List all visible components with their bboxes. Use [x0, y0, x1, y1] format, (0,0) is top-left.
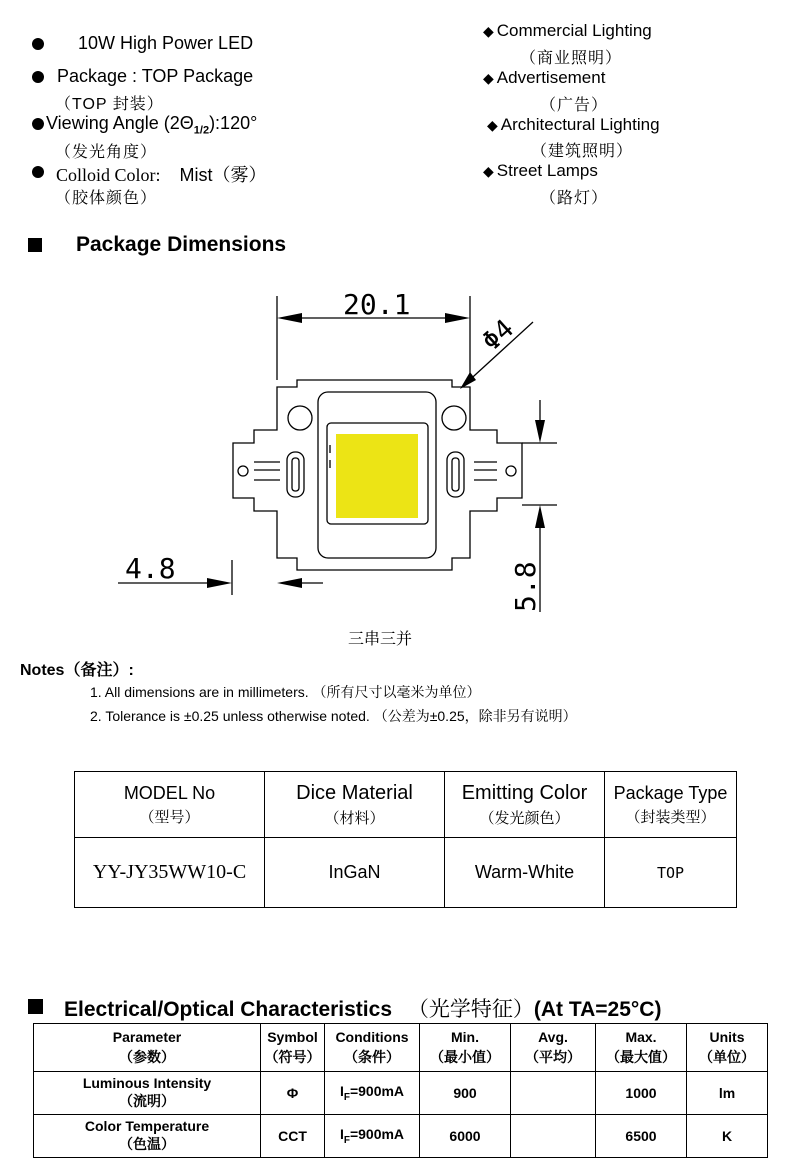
app-advertisement-cn: （广告）: [540, 97, 609, 114]
viewing-angle-value: ):120°: [209, 113, 258, 133]
unit-cell: K: [687, 1115, 768, 1158]
electrical-table: [33, 1023, 768, 1158]
feature-package-cn: （TOP 封装）: [55, 96, 164, 113]
symbol-cell: CCT: [261, 1115, 325, 1158]
dimension-left-label: 4.8: [125, 552, 176, 585]
electrical-heading-cond: (At TA=25°C): [533, 998, 662, 1021]
min-cell: 900: [420, 1072, 511, 1115]
units-header-cell: Units （单位）: [687, 1024, 768, 1072]
diamond-icon: ◆: [487, 117, 498, 133]
feature-colloid: [56, 161, 267, 187]
package-cell: TOP: [605, 838, 737, 908]
condition-cell: $I_F=900mA$: [325, 1072, 420, 1115]
electrical-heading-cn: （光学特征）: [407, 998, 534, 1021]
note-item: 2. Tolerance is ±0.25 unless otherwise noted. （公差为±0.25，除非另有说明）: [90, 708, 577, 724]
min-header-cell: Min. （最小值）: [420, 1024, 511, 1072]
electrical-heading: [64, 993, 661, 1023]
colloid-label: Colloid Color:: [56, 165, 161, 185]
feature-colloid-cn: （胶体颜色）: [55, 190, 158, 207]
max-cell: 6500: [596, 1115, 687, 1158]
model-cell: YY-JY35WW10-C: [75, 838, 265, 908]
table-row: [34, 1072, 768, 1115]
bullet-icon: [32, 38, 44, 50]
condition-cell: $I_F=900mA$: [325, 1115, 420, 1158]
section-square-icon: [28, 999, 43, 1014]
symbol-header-cell: Symbol （符号）: [261, 1024, 325, 1072]
conditions-header-cell: Conditions （条件）: [325, 1024, 420, 1072]
led-chip: [336, 434, 418, 518]
electrical-heading-en: Electrical/Optical Characteristics: [64, 998, 392, 1021]
diamond-icon: ◆: [483, 70, 494, 86]
avg-header-cell: Avg. （平均）: [511, 1024, 596, 1072]
app-architectural: [487, 115, 660, 135]
app-label: Commercial Lighting: [496, 21, 652, 40]
feature-viewing-angle: [46, 113, 257, 137]
min-cell: 6000: [420, 1115, 511, 1158]
max-cell: 1000: [596, 1072, 687, 1115]
avg-cell: [511, 1115, 596, 1158]
table-row: [34, 1115, 768, 1158]
app-commercial-cn: （商业照明）: [520, 50, 623, 67]
drawing-caption: 三串三并: [348, 631, 413, 648]
color-header-cell: Emitting Color （发光颜色）: [445, 772, 605, 838]
note-item: 1. All dimensions are in millimeters. （所有尺寸以毫米为单位）: [90, 684, 481, 700]
model-header-cell: MODEL No （型号）: [75, 772, 265, 838]
color-cell: Warm-White: [445, 838, 605, 908]
app-street-cn: （路灯）: [540, 190, 609, 207]
param-header-cell: Parameter （参数）: [34, 1024, 261, 1072]
feature-power: 10W High Power LED: [78, 33, 254, 53]
dimension-hole-label: Φ4: [476, 313, 520, 358]
colloid-value: Mist（雾）: [179, 165, 267, 185]
app-architectural-cn: （建筑照明）: [531, 143, 634, 160]
viewing-angle-label: Viewing Angle (2Θ: [46, 113, 194, 133]
max-header-cell: Max. （最大值）: [596, 1024, 687, 1072]
bullet-icon: [32, 71, 44, 83]
electrical-header-row: [34, 1024, 768, 1072]
package-dimensions-heading: Package Dimensions: [76, 233, 287, 256]
package-header-cell: Package Type （封装类型）: [605, 772, 737, 838]
app-label: Advertisement: [496, 68, 606, 87]
diamond-icon: ◆: [483, 163, 494, 179]
dimension-right-label: 5.8: [509, 561, 542, 612]
viewing-angle-sub: 1/2: [193, 124, 210, 137]
app-advertisement: [483, 68, 605, 88]
section-square-icon: [28, 238, 42, 252]
unit-cell: lm: [687, 1072, 768, 1115]
dimension-width-label: 20.1: [343, 288, 411, 321]
feature-viewing-angle-cn: （发光角度）: [55, 144, 158, 161]
feature-package: Package : TOP Package: [57, 66, 254, 86]
param-cell: Color Temperature （色温）: [34, 1115, 261, 1158]
app-commercial: [483, 21, 652, 41]
package-dimension-drawing: [0, 270, 800, 630]
param-cell: Luminous Intensity （流明）: [34, 1072, 261, 1115]
model-table: [74, 771, 737, 908]
notes-title: Notes（备注）:: [20, 662, 134, 679]
symbol-cell: Φ: [261, 1072, 325, 1115]
bullet-icon: [32, 166, 44, 178]
model-table-row: [75, 838, 737, 908]
material-header-cell: Dice Material （材料）: [265, 772, 445, 838]
material-cell: InGaN: [265, 838, 445, 908]
app-label: Street Lamps: [496, 161, 598, 180]
app-street: [483, 161, 598, 181]
app-label: Architectural Lighting: [500, 115, 660, 134]
model-table-header-row: [75, 772, 737, 838]
avg-cell: [511, 1072, 596, 1115]
bullet-icon: [32, 118, 44, 130]
diamond-icon: ◆: [483, 23, 494, 39]
